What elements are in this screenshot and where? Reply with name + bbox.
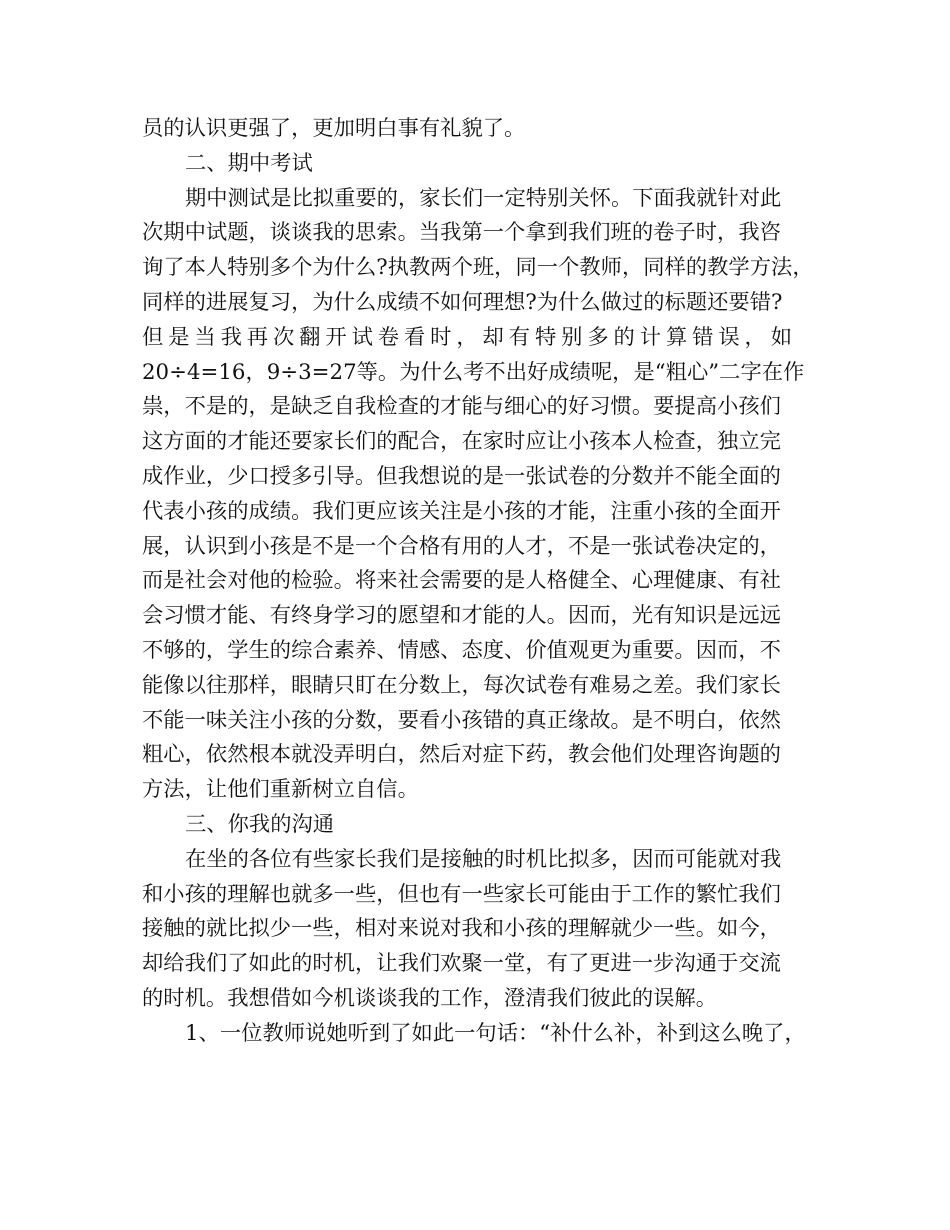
text-line: 20÷4=16，9÷3=27等。为什么考不出好成绩呢，是“粗心”二字在作	[142, 359, 805, 385]
text-line: 二、期中考试	[185, 150, 313, 176]
text-line: 能像以往那样，眼睛只盯在分数上，每次试卷有难易之差。我们家长	[142, 672, 781, 698]
text-line: 却给我们了如此的时机，让我们欢聚一堂，有了更进一步沟通于交流	[142, 951, 781, 977]
text-line: 1、一位教师说她听到了如此一句话：“补什么补，补到这么晚了，	[185, 1020, 806, 1046]
text-line: 粗心，依然根本就没弄明白，然后对症下药，教会他们处理咨询题的	[142, 742, 781, 768]
text-line: 询了本人特别多个为什么?执教两个班，同一个教师，同样的教学方法，	[142, 255, 814, 281]
text-line: 展，认识到小孩是不是一个合格有用的人才，不是一张试卷决定的，	[142, 533, 781, 559]
text-line: 会习惯才能、有终身学习的愿望和才能的人。因而，光有知识是远远	[142, 603, 781, 629]
text-line: 的时机。我想借如今机谈谈我的工作，澄清我们彼此的误解。	[142, 985, 718, 1011]
text-line: 次期中试题，谈谈我的思索。当我第一个拿到我们班的卷子时，我咨	[142, 220, 781, 246]
text-line: 期中测试是比拟重要的，家长们一定特别关怀。下面我就针对此	[185, 185, 782, 211]
text-line: 这方面的才能还要家长们的配合，在家时应让小孩本人检查，独立完	[142, 429, 781, 455]
text-line: 而是社会对他的检验。将来社会需要的是人格健全、心理健康、有社	[142, 568, 781, 594]
text-line: 不够的，学生的综合素养、情感、态度、价值观更为重要。因而，不	[142, 637, 781, 663]
text-line: 代表小孩的成绩。我们更应该关注是小孩的才能，注重小孩的全面开	[142, 498, 781, 524]
text-line: 成作业，少口授多引导。但我想说的是一张试卷的分数并不能全面的	[142, 463, 781, 489]
text-line: 方法，让他们重新树立自信。	[142, 777, 419, 803]
document-body	[142, 112, 814, 1052]
text-line: 三、你我的沟通	[185, 811, 335, 837]
text-line: 和小孩的理解也就多一些，但也有一些家长可能由于工作的繁忙我们	[142, 881, 781, 907]
text-line: 接触的就比拟少一些，相对来说对我和小孩的理解就少一些。如今，	[142, 916, 781, 942]
text-line: 员的认识更强了，更加明白事有礼貌了。	[142, 116, 526, 141]
text-line: 但是当我再次翻开试卷看时，却有特别多的计算错误，如	[142, 324, 797, 350]
text-line: 祟，不是的，是缺乏自我检查的才能与细心的好习惯。要提高小孩们	[142, 394, 781, 420]
text-line: 不能一味关注小孩的分数，要看小孩错的真正缘故。是不明白，依然	[142, 707, 781, 733]
text-line: 在坐的各位有些家长我们是接触的时机比拟多，因而可能就对我	[185, 846, 782, 872]
text-line: 同样的进展复习，为什么成绩不如何理想?为什么做过的标题还要错?	[142, 289, 783, 315]
